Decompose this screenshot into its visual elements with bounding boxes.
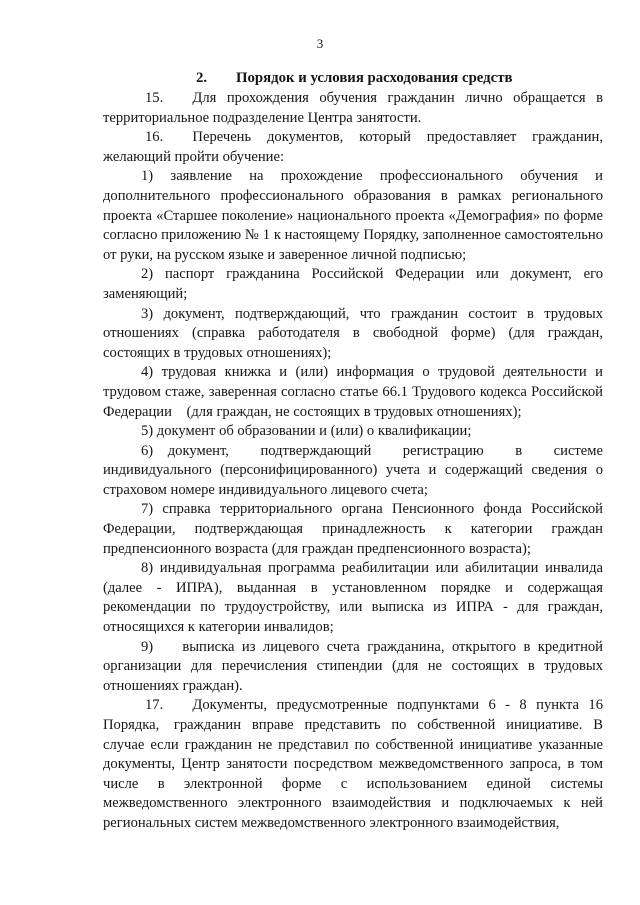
list-item-1: 1) заявление на прохождение профессионального обучения и дополнительного профессионального образования в рамках регионального проекта «Старшее поколение» национального проекта «Демография» по форме согласно приложению № 1 к настоящему Порядку, заполненное самостоятельно от руки, на русском языке и заверенное личной подписью; xyxy=(103,168,603,263)
list-item-7: 7) справка территориального органа Пенсионного фонда Российской Федерации, подтверждающая принадлежность к категории граждан предпенсионного возраста (для граждан предпенсионного возраста); xyxy=(103,501,603,557)
list-item-6: 6) документ, подтверждающий регистрацию в системе индивидуального (персонифицированного) учета и содержащий сведения о страховом номере индивидуального лицевого счета; xyxy=(103,442,603,498)
list-item-4: 4) трудовая книжка и (или) информация о трудовой деятельности и трудовом стаже, заверенная согласно статье 66.1 Трудового кодекса Российской Федерации (для граждан, не состоящих в трудовых отношениях); xyxy=(103,364,603,420)
paragraph-15: 15. Для прохождения обучения гражданин лично обращается в территориальное подразделение Центра занятости. xyxy=(103,90,603,126)
list-item-9: 9) выписка из лицевого счета гражданина, открытого в кредитной организации для перечисления стипендии (для не состоящих в трудовых отношениях граждан). xyxy=(103,638,603,694)
list-item-5: 5) документ об образовании и (или) о квалификации; xyxy=(141,423,472,440)
document-body xyxy=(103,89,603,834)
page-number: 3 xyxy=(316,36,324,51)
list-item-3: 3) документ, подтверждающий, что гражданин состоит в трудовых отношениях (справка работодателя в свободной форме) (для граждан, состоящих в трудовых отношениях); xyxy=(103,305,603,361)
list-item-2: 2) паспорт гражданина Российской Федерации или документ, его заменяющий; xyxy=(103,266,603,302)
section-heading xyxy=(196,70,513,87)
paragraph-16: 16. Перечень документов, который предоставляет гражданин, желающий пройти обучение: xyxy=(103,129,603,165)
paragraph-17: 17. Документы, предусмотренные подпунктами 6 - 8 пункта 16 Порядка, гражданин вправе представить по собственной инициативе. В случае если гражданин не представил по собственной инициативе указанные документы, Центр занятости посредством межведомственного запроса, в том числе в электронной форме с использованием единой системы межведомственного электронного взаимодействия и подключаемых к ней региональных систем межведомственного электронного взаимодействия, xyxy=(103,697,603,831)
list-item-8: 8) индивидуальная программа реабилитации или абилитации инвалида (далее - ИПРА), выданная в установленном порядке и содержащая рекомендации по трудоустройству, или выписка из ИПРА - для граждан, относящихся к категории инвалидов; xyxy=(103,560,603,636)
section-number: 2. xyxy=(196,70,208,86)
section-title: Порядок и условия расходования средств xyxy=(236,70,513,86)
